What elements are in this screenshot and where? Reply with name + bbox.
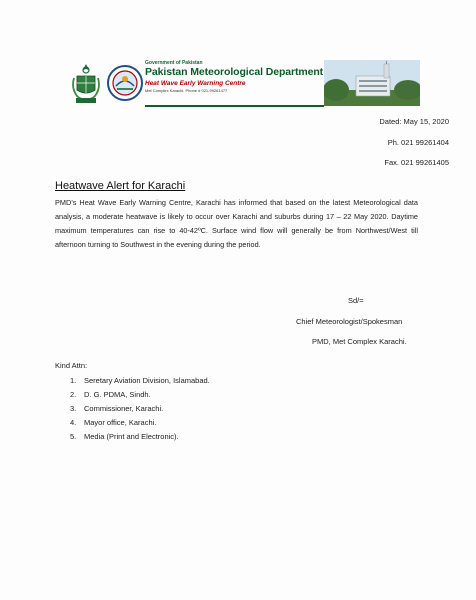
letterhead-address: Met Complex Karachi. Phone # 021-99261477	[145, 88, 228, 93]
letterhead-rule	[145, 105, 324, 107]
list-item	[70, 402, 210, 416]
list-item-text: D. G. PDMA, Sindh.	[84, 390, 151, 399]
centre-name: Heat Wave Early Warning Centre	[145, 80, 246, 87]
signature-mark: Sd/=	[348, 296, 364, 305]
letterhead-text	[145, 60, 327, 93]
list-item-number: 1.	[70, 376, 77, 385]
list-item-number: 4.	[70, 418, 77, 427]
list-item-number: 2.	[70, 390, 77, 399]
date-line: Dated: May 15, 2020	[379, 117, 449, 126]
government-label: Government of Pakistan	[145, 60, 203, 66]
list-item-text: Media (Print and Electronic).	[84, 432, 179, 441]
list-item-number: 5.	[70, 432, 77, 441]
pmd-logo-icon	[107, 63, 143, 103]
page-title: Heatwave Alert for Karachi	[55, 180, 186, 192]
signatory-designation: Chief Meteorologist/Spokesman	[296, 317, 403, 326]
list-item	[70, 430, 210, 444]
list-item-number: 3.	[70, 404, 77, 413]
list-item	[70, 374, 210, 388]
list-item	[70, 416, 210, 430]
signatory-office: PMD, Met Complex Karachi.	[312, 337, 407, 346]
attention-list	[70, 374, 210, 444]
list-item	[70, 388, 210, 402]
pakistan-emblem-icon	[71, 62, 101, 106]
list-item-text: Commissioner, Karachi.	[84, 404, 164, 413]
met-complex-photo	[324, 60, 420, 106]
attention-label: Kind Attn:	[55, 361, 88, 370]
fax-line: Fax. 021 99261405	[384, 158, 449, 167]
list-item-text: Seretary Aviation Division, Islamabad.	[84, 376, 210, 385]
phone-line: Ph. 021 99261404	[387, 138, 449, 147]
list-item-text: Mayor office, Karachi.	[84, 418, 157, 427]
department-name: Pakistan Meteorological Department	[145, 66, 324, 78]
alert-body: PMD’s Heat Wave Early Warning Centre, Karachi has informed that based on the latest Meteorological data analysis, a moderate heatwave is likely to occur over Karachi and suburbs during 17 – 22 May 2020. Daytime maximum temperatures can rise to 40-42ºC. Surface wind flow will generally be from Northwest/West till afternoon turning to Southwest in the evening during the period.	[55, 198, 418, 249]
letterhead	[71, 60, 420, 110]
